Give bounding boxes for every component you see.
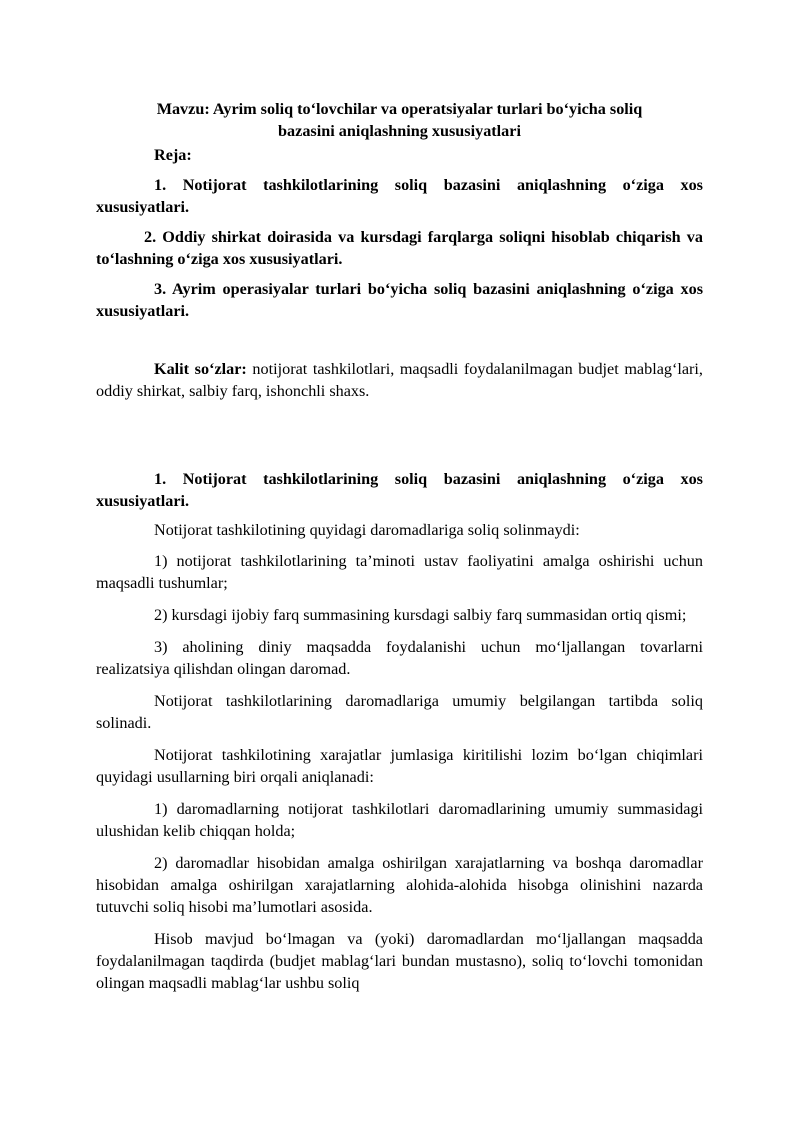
section-1-paragraph: Notijorat tashkilotlarining daromadlariga umumiy belgilangan tartibda soliq solinadi. xyxy=(96,692,703,732)
section-1-paragraph: 3) aholining diniy maqsadda foydalanishi uchun mo‘ljallangan tovarlarni realizatsiya qilishdan olingan daromad. xyxy=(96,638,703,678)
keywords-paragraph xyxy=(96,358,703,402)
section-1-paragraph: 1) notijorat tashkilotlarining ta’minoti ustav faoliyatini amalga oshirishi uchun maqsadli tushumlar; xyxy=(96,552,703,592)
document-title-line-2: bazasini aniqlashning xususiyatlari xyxy=(278,122,521,140)
document-title xyxy=(96,98,703,142)
plan-item-1: 1. Notijorat tashkilotlarining soliq bazasini aniqlashning o‘ziga xos xususiyatlari. xyxy=(96,176,703,216)
plan-item-2: 2. Oddiy shirkat doirasida va kursdagi farqlarga soliqni hisoblab chiqarish va to‘lashning o‘ziga xos xususiyatlari. xyxy=(96,228,703,268)
keywords-text: notijorat tashkilotlari, maqsadli foydalanilmagan budjet mablag‘lari, oddiy shirkat, salbiy farq, ishonchli shaxs. xyxy=(96,360,703,400)
section-1-heading: 1. Notijorat tashkilotlarining soliq bazasini aniqlashning o‘ziga xos xususiyatlari. xyxy=(96,470,703,510)
section-1-paragraph: 1) daromadlarning notijorat tashkilotlari daromadlarining umumiy summasidagi ulushidan kelib chiqqan holda; xyxy=(96,800,703,840)
section-1-paragraph: 2) daromadlar hisobidan amalga oshirilgan xarajatlarning va boshqa daromadlar hisobidan amalga oshirilgan xarajatlarning alohida-alohida hisobga olinishini nazarda tutuvchi soliq hisobi ma’lumotlari asosida. xyxy=(96,854,703,916)
section-1-paragraph: Hisob mavjud bo‘lmagan va (yoki) daromadlardan mo‘ljallangan maqsadda foydalanilmagan taqdirda (budjet mablag‘lari bundan mustasno), soliq to‘lovchi tomonidan olingan maqsadli mablag‘lar ushbu soliq xyxy=(96,930,703,992)
section-1-paragraph: Notijorat tashkilotining quyidagi daromadlariga soliq solinmaydi: xyxy=(154,521,580,539)
document-page xyxy=(96,98,703,994)
section-1-paragraph: Notijorat tashkilotining xarajatlar jumlasiga kiritilishi lozim bo‘lgan chiqimlari quyidagi usullarning biri orqali aniqlanadi: xyxy=(96,746,703,786)
section-1-paragraph: 2) kursdagi ijobiy farq summasining kursdagi salbiy farq summasidan ortiq qismi; xyxy=(154,606,687,624)
plan-heading: Reja: xyxy=(154,146,192,164)
document-title-line-1: Mavzu: Ayrim soliq to‘lovchilar va operatsiyalar turlari bo‘yicha soliq xyxy=(156,100,643,118)
plan-item-3: 3. Ayrim operasiyalar turlari bo‘yicha soliq bazasini aniqlashning o‘ziga xos xususiyatlari. xyxy=(96,280,703,320)
keywords-label: Kalit so‘zlar: xyxy=(154,360,247,378)
